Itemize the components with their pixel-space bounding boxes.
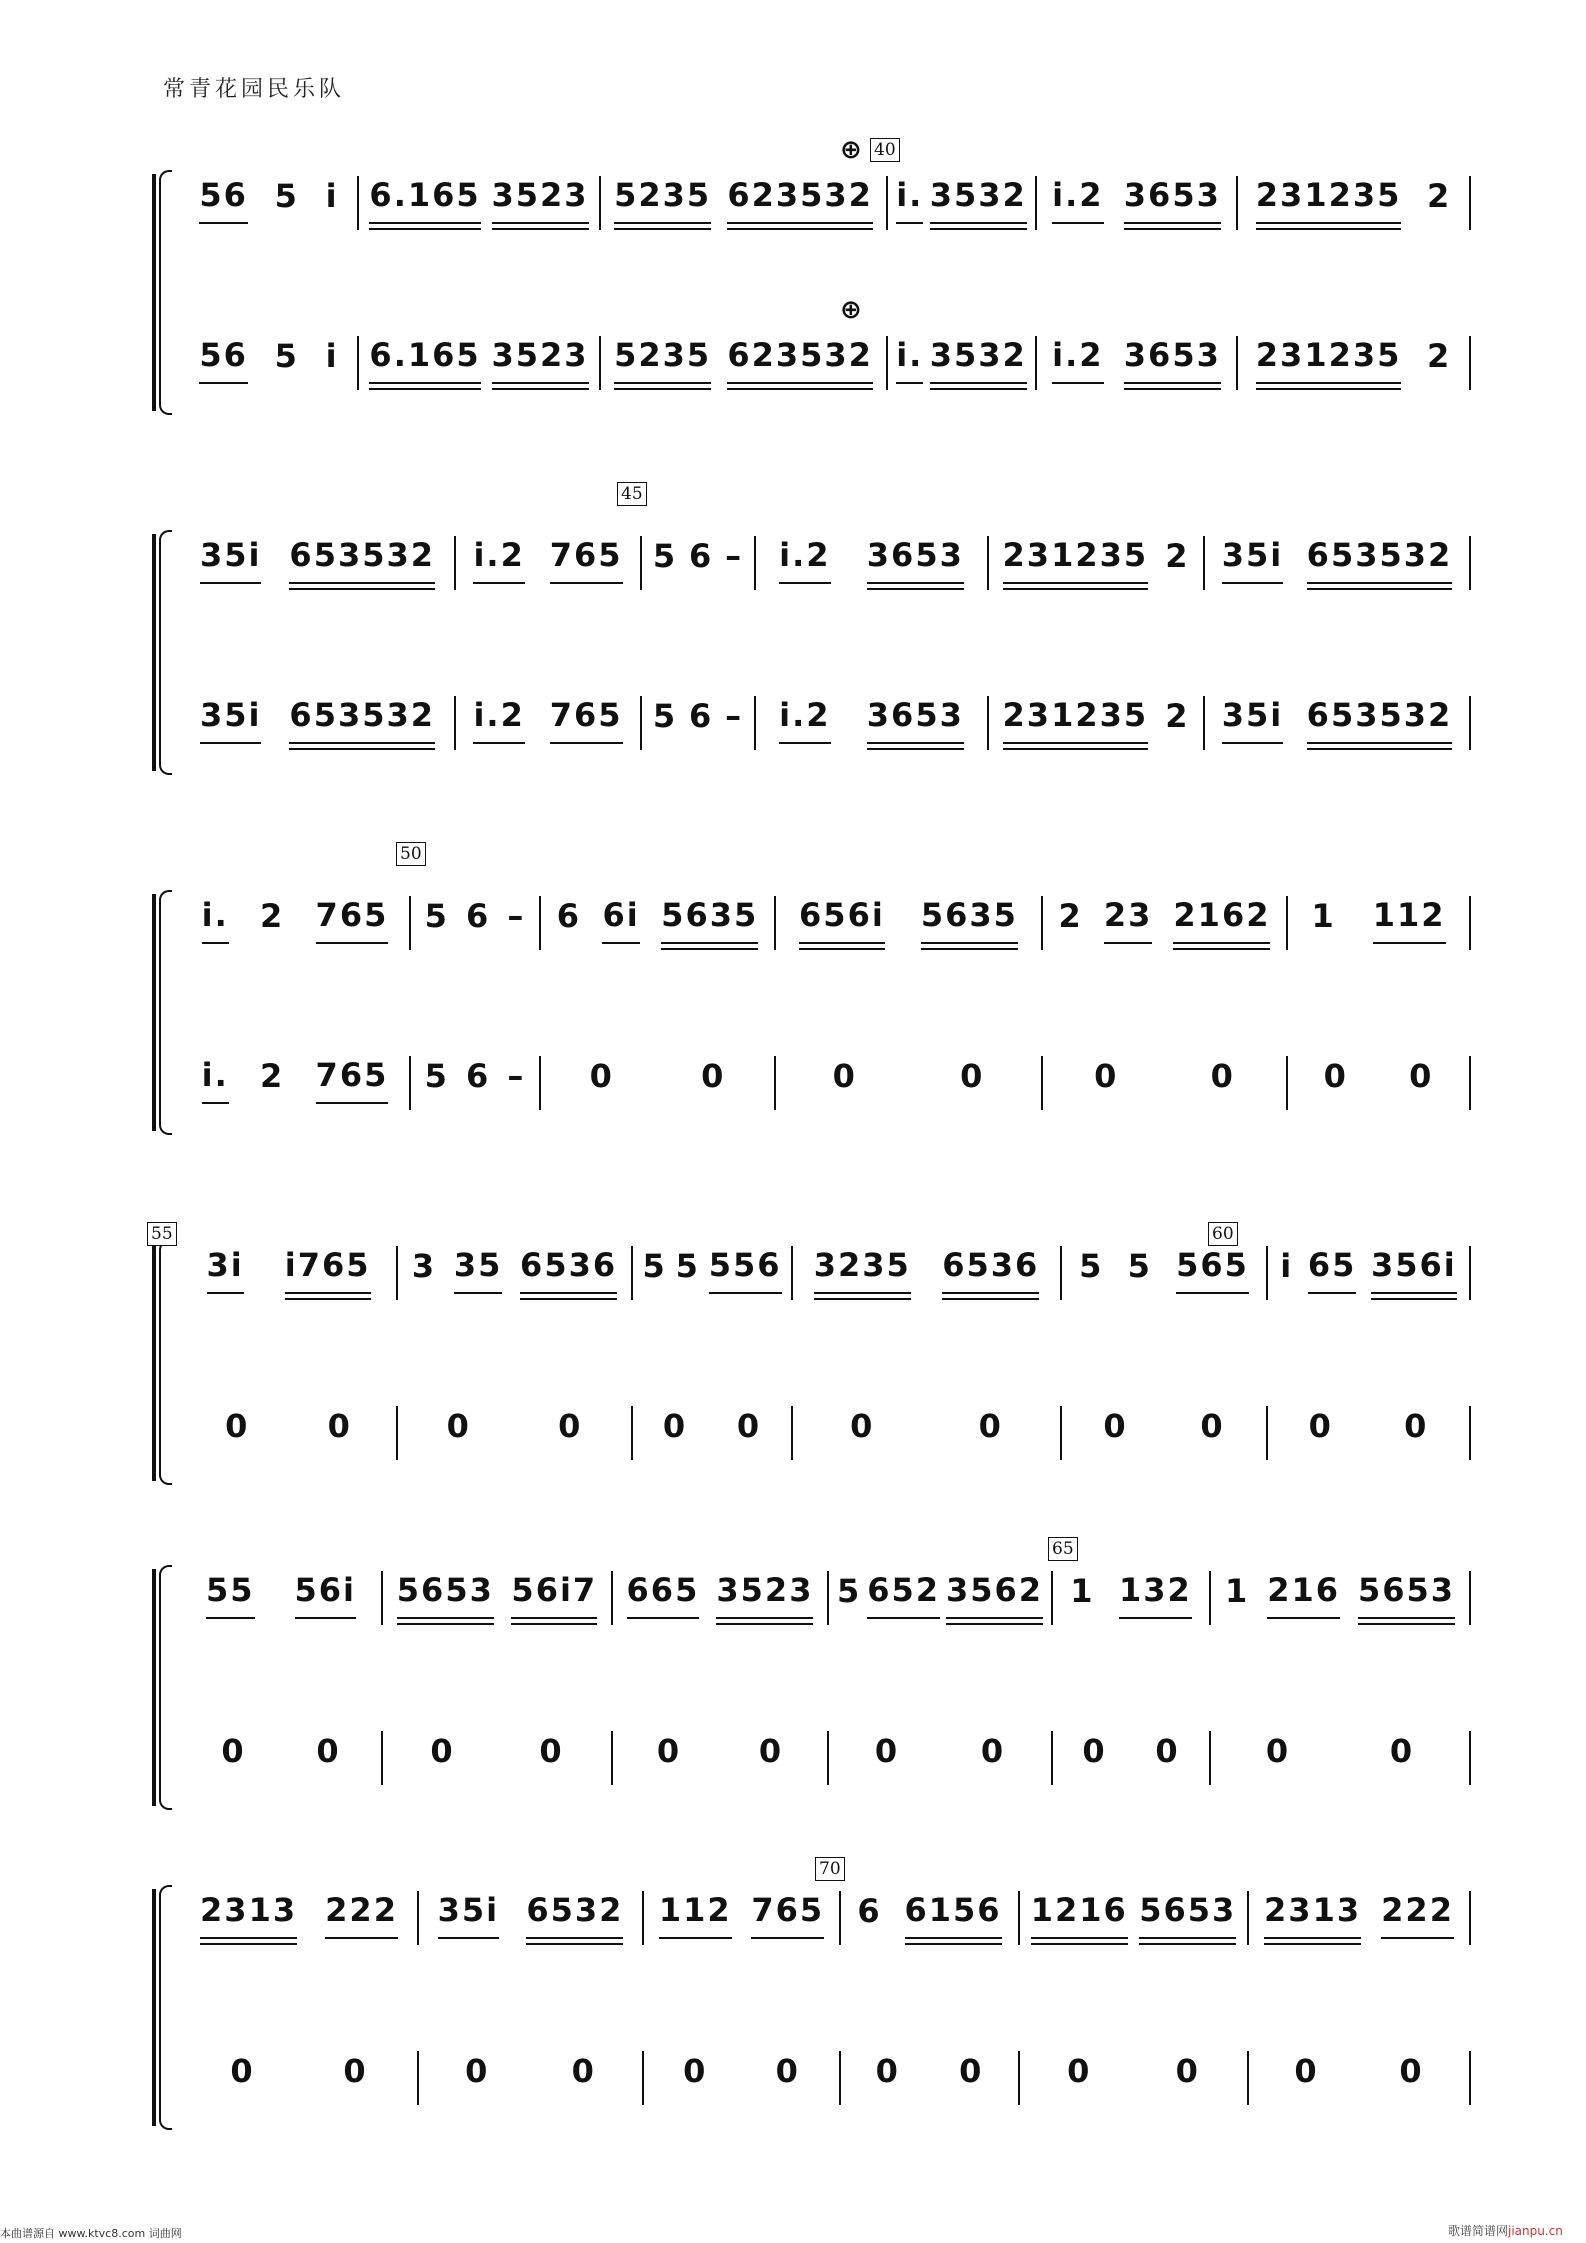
note-group: 0 <box>343 2052 368 2090</box>
note-group: 0 <box>221 1732 246 1770</box>
measure <box>612 1565 828 1625</box>
note-group: 222 <box>325 1891 398 1939</box>
note-group: 623532 <box>727 336 873 384</box>
note-group: 3532 <box>930 336 1027 384</box>
score-system <box>150 1224 1457 1485</box>
note-group: i.2 <box>1052 336 1103 384</box>
measure <box>632 1400 792 1460</box>
note-group: 0 <box>1082 1732 1107 1770</box>
measure <box>180 1050 410 1110</box>
note-group: – <box>725 697 744 735</box>
measure <box>840 2045 1019 2105</box>
measure <box>180 530 455 590</box>
note-group: 1216 <box>1031 1891 1128 1939</box>
note-group: 6 <box>466 1057 491 1095</box>
note-group: i <box>1280 1247 1294 1285</box>
measure <box>540 1050 775 1110</box>
lower-staff <box>180 1050 1440 1110</box>
note-group: 0 <box>589 1057 614 1095</box>
note-group: 3235 <box>814 1246 911 1294</box>
upper-staff <box>180 1565 1455 1625</box>
barline <box>1469 896 1471 950</box>
note-group: 653532 <box>1307 696 1453 744</box>
note-group: – <box>507 1057 526 1095</box>
note-group: i.2 <box>1052 176 1103 224</box>
measure <box>180 1565 382 1625</box>
measure <box>1061 1400 1267 1460</box>
note-group: 0 <box>1265 1732 1291 1770</box>
note-group: 0 <box>1067 2052 1092 2090</box>
rehearsal-mark: 70 <box>815 1857 845 1881</box>
note-group: 5 <box>1079 1247 1104 1285</box>
note-group: i <box>325 177 339 215</box>
note-group: 0 <box>558 1407 583 1445</box>
measure <box>1042 1050 1287 1110</box>
system-bracket <box>150 530 172 775</box>
system-bracket <box>150 1565 172 1810</box>
measure <box>1052 1565 1210 1625</box>
barline <box>1469 1731 1471 1785</box>
measure <box>1019 1885 1248 1945</box>
note-group: 656i <box>799 896 885 944</box>
measure <box>775 890 1042 950</box>
measure <box>1210 1725 1470 1785</box>
note-group: 132 <box>1119 1571 1192 1619</box>
note-group: 5235 <box>614 336 711 384</box>
note-group: i765 <box>285 1246 371 1294</box>
note-group: – <box>725 537 744 575</box>
system-bracket <box>150 1885 172 2130</box>
note-group: 6536 <box>520 1246 617 1294</box>
note-group: 3562 <box>946 1571 1043 1619</box>
note-group: 2162 <box>1173 896 1270 944</box>
barline <box>1469 1056 1471 1110</box>
note-group: 23 <box>1104 896 1153 944</box>
note-group: 0 <box>1155 1732 1180 1770</box>
measure <box>643 1885 840 1945</box>
note-group: 1 <box>1311 897 1336 935</box>
note-group: 0 <box>230 2052 255 2090</box>
note-group: 5 <box>1127 1247 1152 1285</box>
rehearsal-mark: 40 <box>870 138 900 162</box>
system-bracket <box>150 890 172 1135</box>
note-group: 222 <box>1381 1891 1454 1939</box>
score-system <box>150 135 1452 415</box>
measure <box>1036 330 1237 390</box>
note-group: 5 <box>642 1247 667 1285</box>
upper-staff <box>180 890 1446 950</box>
note-group: 6.165 <box>369 176 480 224</box>
note-group: 0 <box>225 1407 250 1445</box>
note-group: 3653 <box>867 536 964 584</box>
note-group: 112 <box>659 1891 732 1939</box>
note-group: 356i <box>1371 1246 1457 1294</box>
note-group: 0 <box>1294 2052 1319 2090</box>
note-group: 653532 <box>1307 536 1453 584</box>
note-group: 2 <box>1426 337 1452 375</box>
note-group: 2 <box>260 1057 285 1095</box>
note-group: 231235 <box>1003 696 1149 744</box>
measure <box>180 1885 418 1945</box>
coda-icon: ⊕ <box>840 135 862 165</box>
note-group: 6i <box>602 896 639 944</box>
measure <box>828 1725 1052 1785</box>
note-group: 0 <box>874 1732 900 1770</box>
barline <box>1469 1406 1471 1460</box>
barline <box>1469 1571 1471 1625</box>
note-group: 0 <box>1323 1057 1348 1095</box>
note-group: 0 <box>775 2052 800 2090</box>
note-group: i. <box>202 896 229 944</box>
lower-staff <box>180 1400 1440 1460</box>
barline <box>1469 176 1471 230</box>
measure <box>180 170 358 230</box>
note-group: 6.165 <box>369 336 480 384</box>
lower-staff <box>180 1725 1440 1785</box>
note-group: 3523 <box>492 336 589 384</box>
measure <box>1210 1565 1470 1625</box>
note-group: 5653 <box>1139 1891 1236 1939</box>
note-group: i.2 <box>473 536 524 584</box>
measure <box>382 1565 612 1625</box>
note-group: 216 <box>1267 1571 1340 1619</box>
note-group: 0 <box>701 1057 726 1095</box>
note-group: 3653 <box>1124 176 1221 224</box>
note-group: 5 <box>424 897 449 935</box>
note-group: 653532 <box>289 536 435 584</box>
footer-source: 本曲谱源自 www.ktvc8.com 词曲网 <box>0 2227 182 2240</box>
upper-staff <box>180 170 1452 230</box>
measure <box>1237 170 1470 230</box>
measure <box>180 1240 397 1300</box>
note-group: 0 <box>1094 1057 1119 1095</box>
note-group: 0 <box>1103 1407 1128 1445</box>
measure <box>887 330 1036 390</box>
measure <box>988 530 1204 590</box>
measure <box>641 530 755 590</box>
upper-staff <box>180 1240 1457 1300</box>
note-group: 0 <box>571 2052 596 2090</box>
note-group: 765 <box>316 896 389 944</box>
note-group: 0 <box>758 1732 784 1770</box>
note-group: 653532 <box>289 696 435 744</box>
note-group: 231235 <box>1256 336 1402 384</box>
note-group: 2313 <box>1264 1891 1361 1939</box>
note-group: 0 <box>959 2052 984 2090</box>
note-group: 3i <box>207 1246 244 1294</box>
note-group: 2 <box>1165 697 1190 735</box>
note-group: 0 <box>465 2052 490 2090</box>
barline <box>1469 336 1471 390</box>
note-group: 5 <box>274 337 299 375</box>
note-group: 5 <box>652 537 678 575</box>
barline <box>1469 536 1471 590</box>
measure <box>988 690 1204 750</box>
measure <box>180 1400 397 1460</box>
measure <box>1248 1885 1470 1945</box>
measure <box>1204 530 1470 590</box>
measure <box>410 1050 540 1110</box>
note-group: 0 <box>850 1407 875 1445</box>
measure <box>180 330 358 390</box>
measure <box>1019 2045 1248 2105</box>
barline <box>1469 696 1471 750</box>
note-group: 0 <box>1210 1057 1235 1095</box>
note-group: 5 <box>836 1572 862 1610</box>
measure <box>792 1400 1061 1460</box>
note-group: 0 <box>1409 1057 1434 1095</box>
note-group: 5235 <box>614 176 711 224</box>
note-group: 0 <box>1175 2052 1200 2090</box>
note-group: 5635 <box>921 896 1018 944</box>
measure <box>641 690 755 750</box>
note-group: 3653 <box>867 696 964 744</box>
note-group: 3523 <box>716 1571 813 1619</box>
note-group: i. <box>202 1056 229 1104</box>
note-group: i.2 <box>779 536 830 584</box>
note-group: 0 <box>1404 1407 1429 1445</box>
note-group: 2 <box>1426 177 1452 215</box>
note-group: i.2 <box>779 696 830 744</box>
note-group: 2 <box>1165 537 1190 575</box>
score-system <box>150 484 1453 775</box>
measure <box>1061 1240 1267 1300</box>
barline <box>1469 1246 1471 1300</box>
measure <box>180 890 410 950</box>
note-group: 6 <box>688 537 714 575</box>
note-group: 652 <box>867 1571 940 1619</box>
lower-staff <box>180 690 1453 750</box>
page-title: 常青花园民乐队 <box>163 77 346 102</box>
note-group: 0 <box>446 1407 471 1445</box>
note-group: 565 <box>1176 1246 1249 1294</box>
note-group: 1 <box>1224 1572 1250 1610</box>
measure <box>1287 890 1470 950</box>
note-group: 3523 <box>492 176 589 224</box>
note-group: 0 <box>1200 1407 1225 1445</box>
note-group: 765 <box>751 1891 824 1939</box>
upper-staff <box>180 530 1453 590</box>
note-group: 665 <box>627 1571 700 1619</box>
upper-staff <box>180 1885 1454 1945</box>
measure <box>612 1725 828 1785</box>
note-group: 1 <box>1070 1572 1095 1610</box>
note-group: 6536 <box>942 1246 1039 1294</box>
system-bracket <box>150 170 172 415</box>
note-group: 0 <box>683 2052 708 2090</box>
note-group: i <box>325 337 339 375</box>
measure <box>1042 890 1287 950</box>
note-group: 2 <box>1058 897 1083 935</box>
note-group: 0 <box>656 1732 682 1770</box>
measure <box>840 1885 1019 1945</box>
measure <box>1248 2045 1470 2105</box>
note-group: 556 <box>709 1246 782 1294</box>
note-group: i.2 <box>473 696 524 744</box>
score-system <box>150 844 1446 1135</box>
measure <box>382 1725 612 1785</box>
lower-staff <box>180 2045 1440 2105</box>
note-group: 0 <box>736 1407 762 1445</box>
note-group: 56i7 <box>511 1571 597 1619</box>
measure <box>180 1725 382 1785</box>
note-group: 6 <box>466 897 491 935</box>
note-group: 5 <box>652 697 678 735</box>
rehearsal-mark: 55 <box>147 1222 177 1246</box>
note-group: 5 <box>274 177 299 215</box>
watermark-domain: jianpu.cn <box>1508 2224 1563 2238</box>
note-group: 6 <box>857 1892 882 1930</box>
note-group: 0 <box>1308 1407 1333 1445</box>
measure <box>540 890 775 950</box>
footer-watermark <box>1448 2222 1563 2239</box>
note-group: 35i <box>200 536 262 584</box>
measure <box>1237 330 1470 390</box>
note-group: 231235 <box>1003 536 1149 584</box>
note-group: 35i <box>1222 536 1284 584</box>
watermark-label: 歌谱简谱网 <box>1448 2224 1509 2238</box>
rehearsal-mark: 60 <box>1208 1222 1238 1246</box>
barline <box>1469 2051 1471 2105</box>
measure <box>1287 1050 1470 1110</box>
rehearsal-mark: 45 <box>617 482 647 506</box>
measure <box>792 1240 1061 1300</box>
note-group: 2 <box>260 897 285 935</box>
note-group: 0 <box>1399 2052 1424 2090</box>
note-group: 0 <box>1389 1732 1415 1770</box>
note-group: 35i <box>438 1891 500 1939</box>
measure <box>418 2045 643 2105</box>
rehearsal-mark: 65 <box>1048 1537 1078 1561</box>
note-group: 35i <box>200 696 262 744</box>
rehearsal-mark: 50 <box>396 842 426 866</box>
measure <box>632 1240 792 1300</box>
note-group: 765 <box>550 536 623 584</box>
note-group: 0 <box>980 1732 1006 1770</box>
measure <box>455 530 641 590</box>
note-group: 6532 <box>526 1891 623 1939</box>
measure <box>180 2045 418 2105</box>
note-group: 65 <box>1308 1246 1357 1294</box>
measure <box>755 530 988 590</box>
measure <box>1052 1725 1210 1785</box>
measure <box>358 170 600 230</box>
note-group: 0 <box>978 1407 1003 1445</box>
note-group: 56 <box>199 336 248 384</box>
note-group: 765 <box>316 1056 389 1104</box>
note-group: 5 <box>675 1247 700 1285</box>
note-group: 56i <box>295 1571 357 1619</box>
note-group: 3 <box>411 1247 437 1285</box>
measure <box>1267 1240 1470 1300</box>
note-group: i. <box>896 336 923 384</box>
note-group: 5635 <box>661 896 758 944</box>
note-group: 56 <box>199 176 248 224</box>
measure <box>410 890 540 950</box>
system-bracket <box>150 1240 172 1485</box>
coda-icon: ⊕ <box>840 295 862 325</box>
measure <box>600 330 887 390</box>
note-group: 35i <box>1222 696 1284 744</box>
measure <box>180 690 455 750</box>
score-system <box>150 1859 1454 2130</box>
measure <box>455 690 641 750</box>
note-group: 0 <box>960 1057 985 1095</box>
measure <box>775 1050 1042 1110</box>
note-group: 2313 <box>200 1891 297 1939</box>
note-group: 55 <box>206 1571 255 1619</box>
measure <box>755 690 988 750</box>
note-group: i. <box>896 176 923 224</box>
note-group: 0 <box>430 1732 455 1770</box>
measure <box>1036 170 1237 230</box>
measure <box>600 170 887 230</box>
note-group: 623532 <box>727 176 873 224</box>
note-group: 35 <box>454 1246 503 1294</box>
note-group: 0 <box>327 1407 352 1445</box>
measure <box>1204 690 1470 750</box>
measure <box>397 1400 632 1460</box>
measure <box>643 2045 840 2105</box>
measure <box>397 1240 632 1300</box>
note-group: 3532 <box>930 176 1027 224</box>
note-group: 5653 <box>397 1571 494 1619</box>
note-group: 5 <box>424 1057 449 1095</box>
note-group: 0 <box>316 1732 341 1770</box>
note-group: – <box>507 897 526 935</box>
note-group: 0 <box>875 2052 900 2090</box>
note-group: 6156 <box>905 1891 1002 1939</box>
note-group: 765 <box>550 696 623 744</box>
note-group: 0 <box>832 1057 857 1095</box>
note-group: 0 <box>539 1732 564 1770</box>
note-group: 3653 <box>1124 336 1221 384</box>
lower-staff <box>180 330 1452 390</box>
note-group: 112 <box>1373 896 1446 944</box>
note-group: 5653 <box>1358 1571 1455 1619</box>
measure <box>828 1565 1052 1625</box>
measure <box>887 170 1036 230</box>
measure <box>1267 1400 1470 1460</box>
note-group: 231235 <box>1256 176 1402 224</box>
measure <box>358 330 600 390</box>
measure <box>418 1885 643 1945</box>
note-group: 6 <box>556 897 581 935</box>
barline <box>1469 1891 1471 1945</box>
score-system <box>150 1539 1455 1810</box>
note-group: 6 <box>688 697 714 735</box>
note-group: 0 <box>662 1407 688 1445</box>
